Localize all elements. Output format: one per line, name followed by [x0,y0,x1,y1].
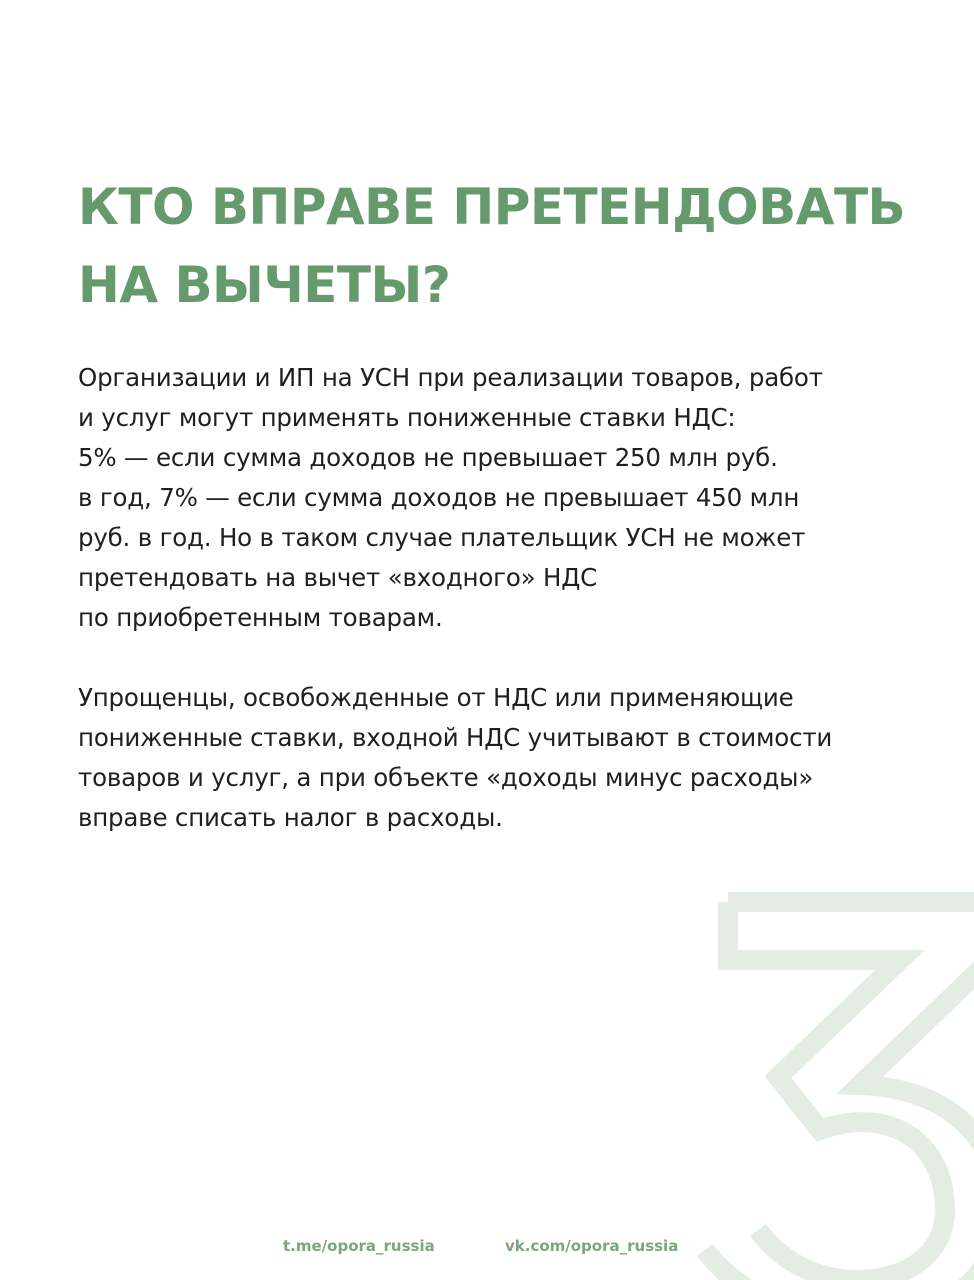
text-line: Организации и ИП на УСН при реализации товаров, работ [78,363,823,392]
text-line: в год, 7% — если сумма доходов не превышает 450 млн [78,483,800,512]
text-line: по приобретенным товарам. [78,603,443,632]
body-text [78,358,938,838]
page-title [78,168,958,324]
text-line: Упрощенцы, освобожденные от НДС или применяющие [78,683,794,712]
vk-link[interactable]: vk.com/opora_russia [505,1237,679,1255]
paragraph-usn-rates [78,358,938,638]
digit-three-outline-icon [690,880,974,1280]
text-line: вправе списать налог в расходы. [78,803,503,832]
text-line: претендовать на вычет «входного» НДС [78,563,598,592]
paragraph-simplified-taxpayers [78,678,938,838]
text-line: 5% — если сумма доходов не превышает 250 млн руб. [78,443,778,472]
telegram-link[interactable]: t.me/opora_russia [283,1237,435,1255]
text-line: товаров и услуг, а при объекте «доходы минус расходы» [78,763,814,792]
page-title-line: КТО ВПРАВЕ ПРЕТЕНДОВАТЬ [78,178,906,236]
text-line: пониженные ставки, входной НДС учитывают в стоимости [78,723,833,752]
text-line: руб. в год. Но в таком случае плательщик УСН не может [78,523,806,552]
page-title-line: НА ВЫЧЕТЫ? [78,256,451,314]
text-line: и услуг могут применять пониженные ставки НДС: [78,403,736,432]
